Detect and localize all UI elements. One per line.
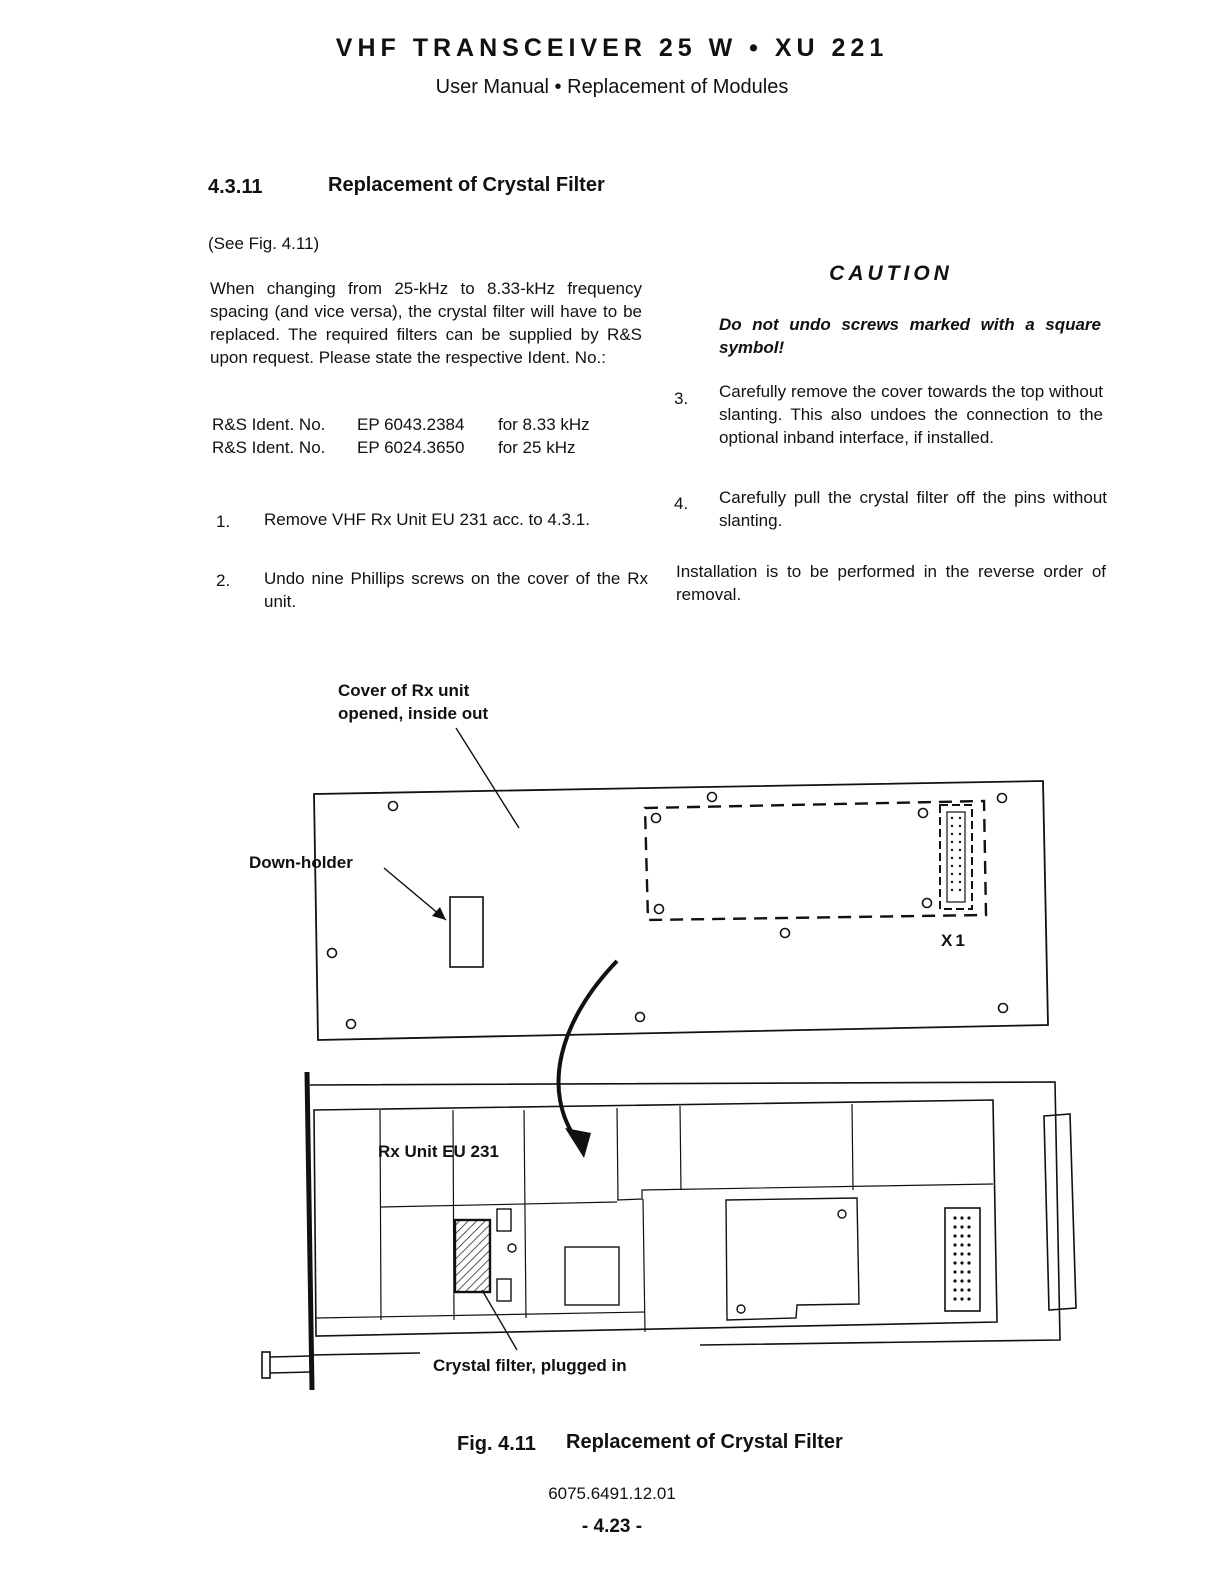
- board-connector-pins: [953, 1216, 970, 1300]
- board-connector: [945, 1208, 980, 1311]
- document-number: 6075.6491.12.01: [548, 1484, 676, 1503]
- flip-arrowhead: [565, 1128, 591, 1158]
- ident-label: R&S Ident. No.: [212, 438, 326, 457]
- document-subtitle: User Manual • Replacement of Modules: [435, 76, 789, 98]
- x1-connector-body: [947, 812, 965, 902]
- handle-bar: [270, 1356, 310, 1357]
- ident-number: EP 6043.2384: [357, 415, 465, 434]
- ident-number: EP 6024.3650: [357, 438, 465, 457]
- ident-label: R&S Ident. No.: [212, 415, 326, 434]
- small-part: [497, 1209, 511, 1231]
- handle-bar: [270, 1372, 310, 1373]
- step-number: 3.: [674, 389, 689, 408]
- ident-desc: for 25 kHz: [498, 438, 576, 457]
- chassis-outline: [310, 1082, 1060, 1345]
- cover-screw-holes: [328, 793, 1008, 1029]
- step-number: 4.: [674, 494, 689, 513]
- rx-board: [314, 1100, 997, 1336]
- caution-text: Do not undo screws marked with a square symbol!: [719, 315, 1101, 357]
- down-holder-arrowhead: [432, 907, 446, 920]
- step-number: 2.: [216, 571, 231, 590]
- downholder-label: Down-holder: [249, 853, 353, 872]
- handle-grip: [262, 1352, 270, 1378]
- flip-arrow: [559, 961, 617, 1142]
- x1-connector-outline: [940, 805, 972, 909]
- intro-paragraph: When changing from 25-kHz to 8.33-kHz frequency spacing (and vice versa), the crystal filter will have to be replaced. The required filters can be supplied by R&S upon request. Please state the respective Ident. No.:: [210, 279, 642, 367]
- chassis-bottom-edge: [310, 1353, 420, 1355]
- front-panel: [307, 1072, 312, 1390]
- step-text: Carefully remove the cover towards the top without slanting. This also undoes the connection to the optional inband interface, if installed.: [719, 382, 1103, 447]
- component-box: [565, 1247, 619, 1305]
- figure-caption-title: Replacement of Crystal Filter: [566, 1431, 843, 1453]
- x1-label: X1: [941, 931, 968, 950]
- see-figure-ref: (See Fig. 4.11): [208, 234, 320, 253]
- board-inner-line: [316, 1312, 645, 1318]
- module-screw: [838, 1210, 846, 1218]
- step-text: Carefully pull the crystal filter off the pins without slanting.: [719, 488, 1107, 530]
- small-part: [497, 1279, 511, 1301]
- small-screw: [508, 1244, 516, 1252]
- board-dividers: [380, 1104, 993, 1332]
- x1-connector-pins: [951, 817, 961, 891]
- section-title: Replacement of Crystal Filter: [328, 174, 605, 196]
- step-text: Remove VHF Rx Unit EU 231 acc. to 4.3.1.: [264, 510, 590, 529]
- cover-leader-line: [456, 728, 519, 828]
- down-holder-block: [450, 897, 483, 967]
- caution-heading: CAUTION: [829, 262, 953, 285]
- crystal-filter: [455, 1220, 490, 1292]
- page-number: - 4.23 -: [581, 1516, 643, 1537]
- step-text: Undo nine Phillips screws on the cover of the Rx unit.: [264, 569, 648, 611]
- cover-label-line1: Cover of Rx unit: [338, 681, 470, 700]
- figure-caption-number: Fig. 4.11: [457, 1433, 536, 1455]
- installation-note: Installation is to be performed in the reverse order of removal.: [676, 562, 1106, 604]
- rx-unit-label: Rx Unit EU 231: [378, 1142, 499, 1161]
- crystal-filter-label: Crystal filter, plugged in: [433, 1356, 627, 1375]
- module-screw: [737, 1305, 745, 1313]
- ident-desc: for 8.33 kHz: [498, 415, 590, 434]
- cover-label-line2: opened, inside out: [338, 704, 489, 723]
- step-number: 1.: [216, 512, 231, 531]
- side-rail: [1044, 1114, 1076, 1310]
- cover-panel: [314, 781, 1048, 1040]
- section-number: 4.3.11: [208, 176, 263, 198]
- crystal-filter-leader: [482, 1290, 517, 1350]
- dashed-region: [645, 801, 986, 920]
- document-title: VHF TRANSCEIVER 25 W • XU 221: [335, 34, 889, 62]
